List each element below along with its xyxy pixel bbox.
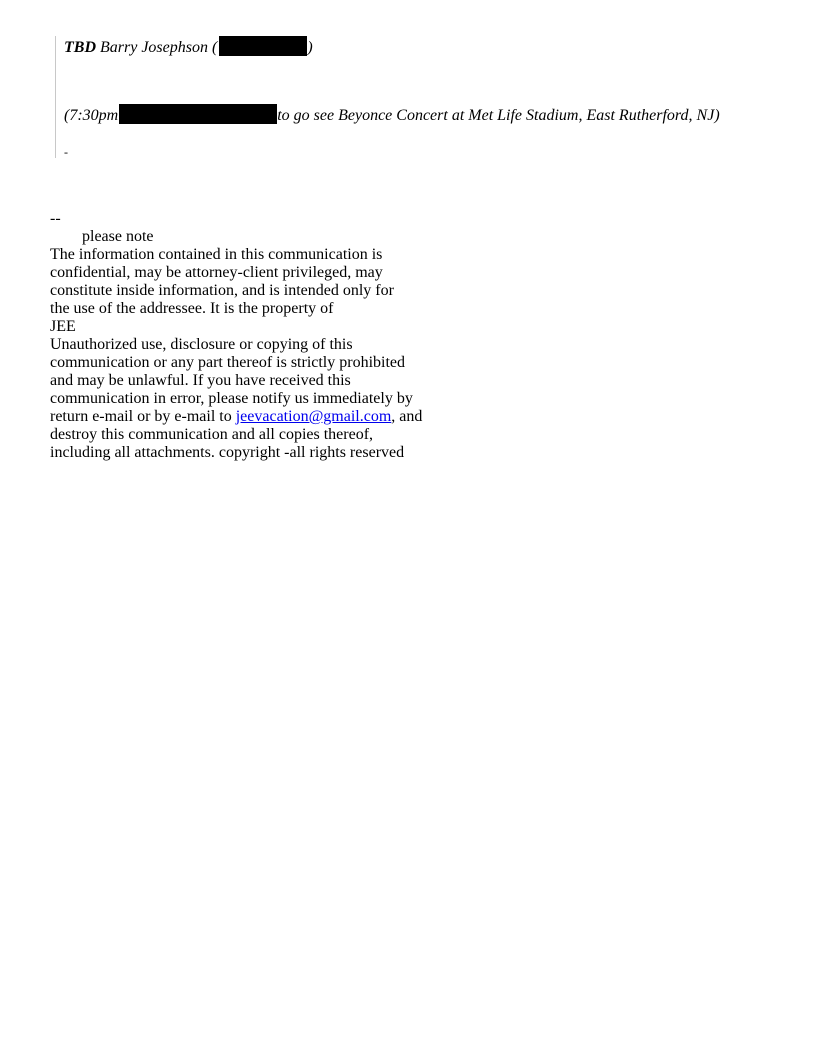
email-line-prefix: return e-mail or by e-mail to	[50, 408, 236, 425]
quote-bar	[55, 36, 56, 158]
event-time: (7:30pm	[64, 107, 119, 124]
quoted-dash: -	[64, 145, 68, 159]
quoted-line-2	[64, 104, 720, 126]
disclaimer-line: constitute inside information, and is intended only for	[50, 282, 394, 299]
email-signature	[50, 210, 450, 462]
disclaimer-line: confidential, may be attorney-client privileged, may	[50, 264, 383, 281]
disclaimer-line: and may be unlawful. If you have received this	[50, 372, 351, 389]
tbd-label: TBD	[64, 39, 96, 56]
disclaimer-line: communication in error, please notify us immediately by	[50, 390, 413, 407]
disclaimer-line: the use of the addressee. It is the property of	[50, 300, 334, 317]
quoted-line-1	[64, 36, 313, 58]
disclaimer-line: The information contained in this communication is	[50, 246, 383, 263]
redaction-block	[219, 36, 307, 56]
disclaimer-line: including all attachments. copyright -all rights reserved	[50, 444, 405, 461]
email-link[interactable]: jeevacation@gmail.com	[235, 408, 392, 425]
disclaimer-line: communication or any part thereof is strictly prohibited	[50, 354, 406, 371]
disclaimer-line: destroy this communication and all copies thereof,	[50, 426, 374, 443]
attendee-name: Barry Josephson (	[100, 39, 218, 56]
disclaimer-line: Unauthorized use, disclosure or copying of this	[50, 336, 353, 353]
disclaimer-line: JEE	[50, 318, 76, 335]
signature-separator: --	[50, 210, 61, 227]
redaction-block	[119, 104, 277, 124]
disclaimer-email-line	[50, 408, 450, 426]
signature-note: please note	[82, 228, 154, 245]
event-description: to go see Beyonce Concert at Met Life Stadium, East Rutherford, NJ)	[277, 107, 720, 124]
closing-paren: )	[307, 39, 313, 56]
email-line-suffix: , and	[391, 408, 423, 425]
